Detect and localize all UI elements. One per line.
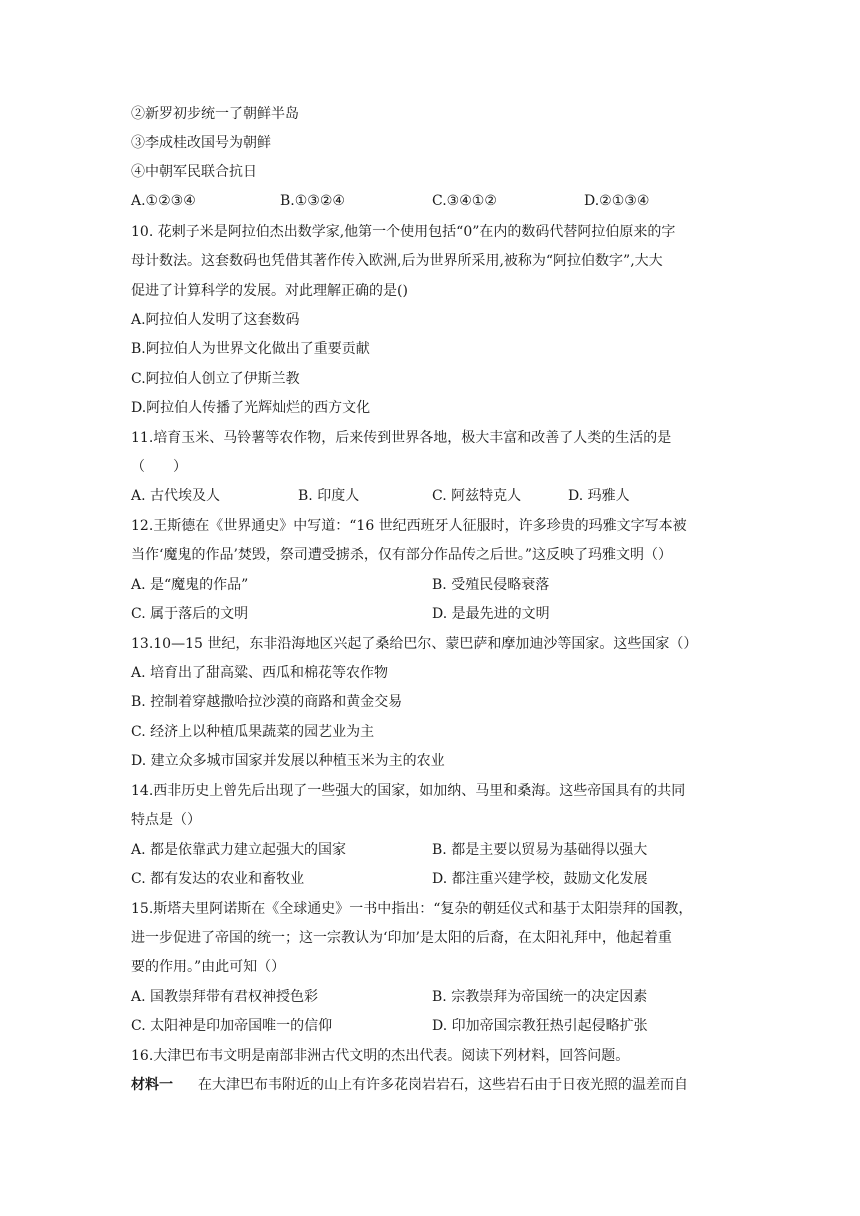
q13-option-b: B. 控制着穿越撒哈拉沙漠的商路和黄金交易 [131,694,403,710]
q13-option-a: A. 培育出了甜高粱、西瓜和棉花等农作物 [131,665,389,681]
q9-option-d: D.②①③④ [584,193,650,209]
q10-option-b: B.阿拉伯人为世界文化做出了重要贡献 [131,341,370,357]
q15-option-c: C. 太阳神是印加帝国唯一的信仰 [131,1018,333,1034]
q15-stem-1: 15.斯塔夫里阿诺斯在《全球通史》一书中指出：“复杂的朝廷仪式和基于太阳崇拜的国教， [131,901,693,917]
q10-option-d: D.阿拉伯人传播了光辉灿烂的西方文化 [131,400,371,416]
q9-item-2: ②新罗初步统一了朝鲜半岛 [131,106,299,122]
q15-option-b: B. 宗教崇拜为帝国统一的决定因素 [432,989,648,1005]
q10-option-c: C.阿拉伯人创立了伊斯兰教 [131,371,300,387]
q11-option-c: C. 阿兹特克人 [432,488,522,504]
q14-stem-2: 特点是（） [131,812,201,828]
q12-option-d: D. 是最先进的文明 [432,606,550,622]
q12-stem-1: 12.王斯德在《世界通史》中写道：“16 世纪西班牙人征服时，许多珍贵的玛雅文字写本被 [131,518,687,534]
q11-stem-1: 11.培育玉米、马铃薯等农作物，后来传到世界各地，极大丰富和改善了人类的生活的是 [131,430,672,446]
q9-option-b: B.①③②④ [280,193,345,209]
q10-stem-1: 10. 花剌子米是阿拉伯杰出数学家,他第一个使用包括“0”在内的数码代替阿拉伯原来的字 [131,224,676,240]
q10-stem-3: 促进了计算科学的发展。对此理解正确的是() [131,283,408,299]
q13-stem-1: 13.10—15 世纪，东非沿海地区兴起了桑给巴尔、蒙巴萨和摩加迪沙等国家。这些国家（） [131,636,698,652]
q11-option-a: A. 古代埃及人 [131,488,221,504]
q16-material-label: 材料一 [131,1077,173,1093]
q12-stem-2: 当作‘魔鬼的作品’焚毁，祭司遭受掳杀，仅有部分作品传之后世。”这反映了玛雅文明（） [131,547,673,563]
q15-option-a: A. 国教崇拜带有君权神授色彩 [131,989,319,1005]
q11-option-b: B. 印度人 [298,488,360,504]
q9-option-a: A.①②③④ [131,193,196,209]
q14-option-d: D. 都注重兴建学校，鼓励文化发展 [432,871,648,887]
q15-stem-2: 进一步促进了帝国的统一；这一宗教认为‘印加’是太阳的后裔，在太阳礼拜中，他起着重 [131,930,672,946]
q15-option-d: D. 印加帝国宗教狂热引起侵略扩张 [432,1018,648,1034]
q13-option-d: D. 建立众多城市国家并发展以种植玉米为主的农业 [131,753,445,769]
q16-stem-1: 16.大津巴布韦文明是南部非洲古代文明的杰出代表。阅读下列材料，回答问题。 [131,1048,630,1064]
q12-option-a: A. 是“魔鬼的作品” [131,577,249,593]
q14-stem-1: 14.西非历史上曾先后出现了一些强大的国家，如加纳、马里和桑海。这些帝国具有的共同 [131,783,686,799]
q10-stem-2: 母计数法。这套数码也凭借其著作传入欧洲,后为世界所采用,被称为“阿拉伯数字”,大大 [131,253,663,269]
q15-stem-3: 要的作用。”由此可知（） [131,959,286,975]
q14-option-c: C. 都有发达的农业和畜牧业 [131,871,305,887]
q14-option-a: A. 都是依靠武力建立起强大的国家 [131,842,347,858]
q11-option-d: D. 玛雅人 [568,488,630,504]
q9-option-c: C.③④①② [432,193,497,209]
q10-option-a: A.阿拉伯人发明了这套数码 [131,312,300,328]
q14-option-b: B. 都是主要以贸易为基础得以强大 [432,842,648,858]
q12-option-c: C. 属于落后的文明 [131,606,249,622]
q13-option-c: C. 经济上以种植瓜果蔬菜的园艺业为主 [131,724,375,740]
q9-item-3: ③李成桂改国号为朝鲜 [131,135,271,151]
q9-item-4: ④中朝军民联合抗日 [131,164,257,180]
q12-option-b: B. 受殖民侵略衰落 [432,577,550,593]
q11-stem-2: （ ） [131,459,187,475]
q16-material-text: 在大津巴布韦附近的山上有许多花岗岩岩石，这些岩石由于日夜光照的温差而自 [198,1077,688,1093]
